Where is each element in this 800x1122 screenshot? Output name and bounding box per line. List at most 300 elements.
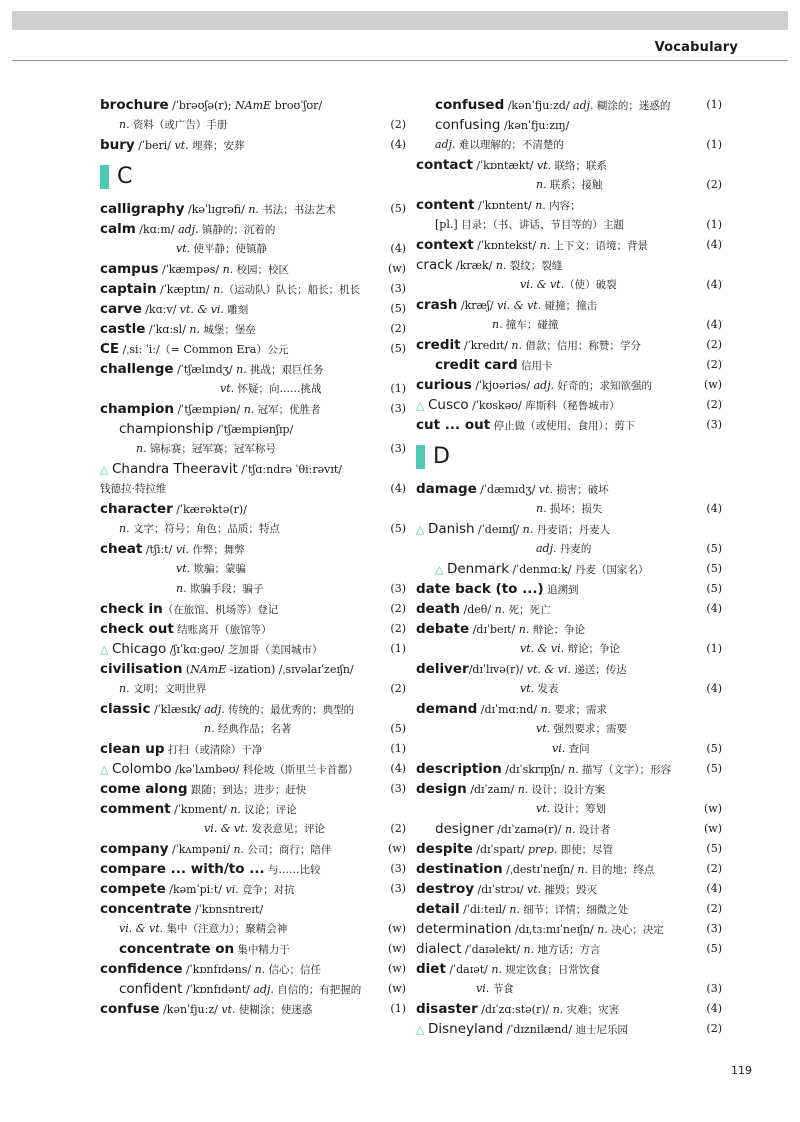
part-of-speech: vi. & vt. <box>497 299 542 312</box>
phonetic: /kræʃ/ <box>457 299 498 312</box>
vocab-entry <box>416 295 722 335</box>
phonetic: /dɪˈzɑːstə(r)/ <box>477 1003 553 1016</box>
headword: compete <box>100 881 166 897</box>
definition: 追溯到 <box>543 584 579 596</box>
phonetic: /kræk/ <box>452 259 496 272</box>
part-of-speech: n. <box>119 522 130 535</box>
entry-line <box>416 335 722 355</box>
headword: despite <box>416 841 473 857</box>
unit-code: (3) <box>390 282 406 295</box>
definition: （使）破裂 <box>564 279 617 291</box>
letter-marker-bar <box>416 445 425 469</box>
unit-code: (3) <box>390 882 406 895</box>
phonetic: /dɪˈlɪvə(r)/ <box>468 663 527 676</box>
part-of-speech: n. <box>189 323 200 336</box>
headword: context <box>416 237 474 253</box>
sub-headword: designer <box>435 821 494 837</box>
definition: 信用卡 <box>517 360 553 372</box>
vocab-entry <box>416 599 722 619</box>
unit-code: (2) <box>706 862 722 875</box>
definition: 公司；商行；陪伴 <box>244 844 332 856</box>
headword: confused <box>435 97 505 113</box>
headword: comment <box>100 801 171 817</box>
phonetic: /ˈkɒnfɪdənt/ <box>182 983 254 996</box>
definition: 借款；信用；称赞；学分 <box>522 340 641 352</box>
definition: 发表意见；评论 <box>248 823 325 835</box>
part-of-speech: vt. & vi. <box>520 642 565 655</box>
definition: 芝加哥（美国城市） <box>227 644 323 656</box>
definition: 难以理解的；不清楚的 <box>455 139 564 151</box>
part-of-speech: vi. <box>225 883 239 896</box>
part-of-speech: vi. & vt. <box>119 922 164 935</box>
page-number: 119 <box>731 1064 752 1077</box>
definition: 设计者 <box>575 824 611 836</box>
sub-headword: Danish <box>427 521 475 537</box>
sub-headword: dialect <box>416 941 462 957</box>
phonetic: /ˈdaɪəlekt/ <box>461 943 524 956</box>
headword: cut ... out <box>416 417 491 433</box>
part-of-speech: n. <box>230 803 241 816</box>
entry-line <box>416 859 722 879</box>
letter-marker-bar <box>100 165 109 189</box>
vocab-entry <box>416 759 722 779</box>
definition: 文明；文明世界 <box>129 683 207 695</box>
definition: 丹麦（国家名） <box>574 564 649 576</box>
unit-code: (1) <box>390 1002 406 1015</box>
unit-code: (3) <box>390 782 406 795</box>
part-of-speech: n. <box>176 582 187 595</box>
unit-code: (w) <box>388 922 406 935</box>
definition: 作弊；舞弊 <box>189 544 245 556</box>
unit-code: (1) <box>390 642 406 655</box>
unit-code: (5) <box>706 762 722 775</box>
entry-line <box>100 479 406 499</box>
part-of-speech: n. <box>535 199 546 212</box>
entry-line <box>416 275 722 295</box>
phonetic: broʊˈʃʊr/ <box>271 99 323 112</box>
unit-code: (3) <box>390 862 406 875</box>
entry-line <box>416 839 722 859</box>
vocab-entry <box>416 519 722 579</box>
entry-line <box>100 459 406 479</box>
unit-code: (4) <box>390 482 406 495</box>
entry-line <box>416 939 722 959</box>
entry-line <box>416 215 722 235</box>
part-of-speech: n. <box>119 682 130 695</box>
part-of-speech: n. <box>522 523 534 536</box>
unit-code: (2) <box>706 178 722 191</box>
vocab-entry <box>416 155 722 195</box>
headword: brochure <box>100 97 169 113</box>
headword: come along <box>100 781 188 797</box>
unit-code: (2) <box>390 602 406 615</box>
entry-line <box>100 399 406 419</box>
part-of-speech: vt. <box>176 242 191 255</box>
vocab-entry <box>416 859 722 879</box>
phonetic: /ˈtʃælɪndʒ/ <box>173 363 237 376</box>
part-of-speech: adj. <box>536 542 557 555</box>
definition: 发表 <box>534 683 559 695</box>
entry-line <box>416 639 722 659</box>
letter-heading-text: C <box>117 164 133 189</box>
part-of-speech: n. <box>222 263 234 276</box>
entry-line <box>100 539 406 559</box>
definition: 结账离开（旅馆等） <box>173 624 272 636</box>
section-title: Vocabulary <box>654 40 738 55</box>
phonetic: /ˈtʃɑːndrə ˈθiːrəvɪt/ <box>237 463 343 476</box>
headword: date back (to ...) <box>416 581 544 597</box>
vocab-entry <box>100 299 406 319</box>
unit-code: (1) <box>706 218 722 231</box>
entry-line <box>100 279 406 299</box>
unit-code: (2) <box>390 118 406 131</box>
headword: description <box>416 761 502 777</box>
part-of-speech: vt. <box>536 722 551 735</box>
vocab-entry <box>100 999 406 1019</box>
entry-line <box>100 199 406 219</box>
proper-noun-marker-icon: △ <box>100 643 112 656</box>
entry-line <box>100 899 406 919</box>
part-of-speech: vi. & vt. <box>520 278 565 291</box>
entry-line <box>100 319 406 339</box>
sub-headword: Disneyland <box>427 1021 504 1037</box>
headword: challenge <box>100 361 174 377</box>
part-of-speech: n. <box>523 943 535 956</box>
vocab-entry <box>416 899 722 919</box>
part-of-speech: adj. <box>533 379 555 392</box>
headword: concentrate <box>100 901 192 917</box>
part-of-speech: vt. <box>176 562 191 575</box>
vocab-entry <box>100 459 406 499</box>
part-of-speech: vt. <box>220 382 235 395</box>
vocab-entry <box>100 639 406 659</box>
entry-line <box>100 599 406 619</box>
letter-heading-text: D <box>433 444 450 469</box>
phonetic: /ˈbrəʊʃə(r); <box>168 99 236 112</box>
entry-line <box>416 355 722 375</box>
headword: confuse <box>100 1001 160 1017</box>
entry-line <box>416 899 722 919</box>
part-of-speech: adj. <box>204 703 225 716</box>
phonetic: /ˈdeɪnɪʃ/ <box>474 523 523 536</box>
entry-line <box>100 639 406 659</box>
definition: （运动队）队长；船长；机长 <box>223 284 361 296</box>
phonetic: /kəmˈpiːt/ <box>165 883 226 896</box>
entry-line <box>416 999 722 1019</box>
part-of-speech: adj. <box>178 223 199 236</box>
part-of-speech: n. <box>119 118 130 131</box>
definition: 摧毁；毁灭 <box>541 884 598 896</box>
unit-code: (4) <box>706 278 722 291</box>
phonetic: /ˈkredɪt/ <box>460 339 512 352</box>
vocab-entry <box>100 279 406 299</box>
sub-headword: championship <box>119 421 214 437</box>
entry-line <box>100 679 406 699</box>
vocab-entry <box>100 259 406 279</box>
definition: 联络；联系 <box>551 160 607 172</box>
phonetic: /ˌdestɪˈneɪʃn/ <box>502 863 578 876</box>
phonetic: /kɑːv/ <box>141 303 180 316</box>
phonetic: /ˈkɒment/ <box>170 803 231 816</box>
headword: character <box>100 501 173 517</box>
entry-line <box>416 295 722 315</box>
definition: 怀疑；向……挑战 <box>234 383 322 395</box>
phonetic: /ˈdaɪət/ <box>445 963 492 976</box>
headword: crash <box>416 297 458 313</box>
entry-line <box>416 479 722 499</box>
definition: 迪士尼乐园 <box>575 1024 629 1036</box>
phonetic: /ˈtʃæmpiən/ <box>173 403 244 416</box>
part-of-speech: n. <box>511 339 522 352</box>
entry-line <box>100 799 406 819</box>
vocab-entry <box>416 255 722 295</box>
definition: 描写（文字）；形容 <box>578 764 672 776</box>
phonetic: /ˈkɒntent/ <box>474 199 536 212</box>
entry-line <box>416 879 722 899</box>
definition: 规定饮食；日常饮食 <box>501 964 600 976</box>
vocab-entry <box>416 699 722 759</box>
definition: 设计；筹划 <box>550 803 606 815</box>
phonetic: /ˈberi/ <box>134 139 175 152</box>
vocab-entry <box>416 479 722 519</box>
unit-code: (5) <box>390 302 406 315</box>
definition: 科伦坡（斯里兰卡首都） <box>242 764 359 776</box>
definition: 城堡；堡垒 <box>200 324 256 336</box>
unit-code: (3) <box>706 418 722 431</box>
unit-code: (5) <box>706 542 722 555</box>
phonetic: /ˈkærəktə(r)/ <box>172 503 247 516</box>
vocab-entry <box>100 959 406 999</box>
part-of-speech: n. <box>248 203 259 216</box>
vocab-entry <box>100 839 406 859</box>
unit-code: (3) <box>390 402 406 415</box>
entry-line <box>100 239 406 259</box>
unit-code: (w) <box>388 262 406 275</box>
unit-code: (5) <box>706 942 722 955</box>
entry-line <box>416 619 722 639</box>
phonetic: /ˈkɒnsntreɪt/ <box>191 903 264 916</box>
part-of-speech: vt. & vi. <box>526 663 571 676</box>
unit-code: (5) <box>390 342 406 355</box>
headword: check out <box>100 621 174 637</box>
headword: contact <box>416 157 473 173</box>
entry-line <box>100 859 406 879</box>
phonetic: /ˈkɒntekst/ <box>473 239 540 252</box>
entry-line <box>100 439 406 459</box>
vocab-entry <box>100 339 406 359</box>
unit-code: (w) <box>704 822 722 835</box>
unit-code: (w) <box>704 802 722 815</box>
definition: 信心；信任 <box>265 964 322 976</box>
headword: destroy <box>416 881 475 897</box>
definition: 裂纹；裂缝 <box>506 260 563 272</box>
entry-line <box>416 519 722 539</box>
part-of-speech: n. <box>577 863 588 876</box>
part-of-speech: n. <box>491 963 502 976</box>
phonetic: /ʃɪˈkɑːɡəʊ/ <box>166 643 228 656</box>
headword: carve <box>100 301 142 317</box>
definition: 查问 <box>565 743 590 755</box>
phonetic: /kənˈfjuːzɪŋ/ <box>500 119 570 132</box>
vocabulary-column-right <box>416 95 722 1039</box>
definition: 损害；破坏 <box>552 484 609 496</box>
definition: 传统的；最优秀的；典型的 <box>224 704 355 716</box>
entry-line <box>416 315 722 335</box>
vocab-entry <box>100 759 406 779</box>
definition: 丹麦的 <box>556 543 592 555</box>
unit-code: (2) <box>706 1022 722 1035</box>
entry-line <box>100 659 406 679</box>
definition: 钱德拉·特拉维 <box>100 483 167 495</box>
definition: 递送；传达 <box>570 664 627 676</box>
part-of-speech: NAmE <box>235 99 272 112</box>
definition: 丹麦语；丹麦人 <box>533 524 611 536</box>
proper-noun-marker-icon: △ <box>100 763 112 776</box>
vocab-entry <box>100 799 406 839</box>
definition: 挑战；艰巨任务 <box>246 364 324 376</box>
definition: 设计；设计方案 <box>528 784 606 796</box>
proper-noun-marker-icon: △ <box>416 399 428 412</box>
part-of-speech: n. <box>552 1003 564 1016</box>
part-of-speech: n. <box>509 903 520 916</box>
phonetic: /ˈdæmɪdʒ/ <box>476 483 539 496</box>
entry-line <box>416 979 722 999</box>
entry-line <box>100 559 406 579</box>
definition: 好奇的；求知欲强的 <box>554 380 652 392</box>
entry-line <box>100 339 406 359</box>
unit-code: (4) <box>706 318 722 331</box>
entry-line <box>416 375 722 395</box>
phonetic: /dɪˈskrɪpʃn/ <box>501 763 568 776</box>
headword: curious <box>416 377 472 393</box>
part-of-speech: vt. <box>538 483 553 496</box>
phonetic: /ˈdenmɑːk/ <box>509 563 575 576</box>
definition: 资料（或广告）手册 <box>129 119 228 131</box>
definition: 撞车；碰撞 <box>502 319 559 331</box>
definition: 糊涂的；迷惑的 <box>593 100 671 112</box>
part-of-speech: n. <box>564 823 576 836</box>
part-of-speech: n. <box>213 283 224 296</box>
letter-heading <box>100 163 406 193</box>
definition: 书法；书法艺术 <box>258 204 336 216</box>
phonetic: /ˈkæptɪn/ <box>156 283 214 296</box>
part-of-speech: n. <box>233 843 245 856</box>
definition: 与……比较 <box>264 864 321 876</box>
headword: calm <box>100 221 136 237</box>
definition: 欺骗手段；骗子 <box>186 583 264 595</box>
unit-code: (w) <box>388 942 406 955</box>
definition: 停止做（或使用、食用）；剪下 <box>490 420 636 432</box>
entry-line <box>100 95 406 115</box>
definition: 校园；校区 <box>233 264 289 276</box>
part-of-speech: vt. <box>174 139 189 152</box>
part-of-speech: n. <box>254 963 266 976</box>
part-of-speech: prep. <box>527 843 558 856</box>
entry-line <box>416 919 722 939</box>
definition: 使平静；使镇静 <box>190 243 267 255</box>
entry-line <box>416 195 722 215</box>
unit-code: (1) <box>390 382 406 395</box>
unit-code: (4) <box>390 762 406 775</box>
sub-headword: Colombo <box>111 761 172 777</box>
vocab-entry <box>100 659 406 699</box>
definition: 上下文；语境；背景 <box>550 240 648 252</box>
vocabulary-column-left <box>100 95 406 1019</box>
headword: concentrate on <box>119 941 235 957</box>
headword: calligraphy <box>100 201 185 217</box>
definition: 埋葬；安葬 <box>188 140 245 152</box>
entry-line <box>100 839 406 859</box>
part-of-speech: n. <box>204 722 215 735</box>
definition: 死；死亡 <box>505 604 551 616</box>
entry-line <box>100 299 406 319</box>
definition: 锦标赛；冠军赛；冠军称号 <box>146 443 276 455</box>
entry-line <box>416 539 722 559</box>
headword: campus <box>100 261 159 277</box>
phonetic: /kənˈfjuːz/ <box>159 1003 222 1016</box>
vocab-entry <box>100 135 406 155</box>
part-of-speech: n. <box>243 403 255 416</box>
phonetic: /ˈkʊskəʊ/ <box>468 399 526 412</box>
part-of-speech: adj. <box>573 99 594 112</box>
unit-code: (4) <box>706 1002 722 1015</box>
sub-headword: Chicago <box>111 641 167 657</box>
part-of-speech: vi. & vt. <box>204 822 249 835</box>
definition: 内容； <box>545 200 581 212</box>
definition: 集中精力于 <box>234 944 290 956</box>
entry-line <box>416 155 722 175</box>
phonetic: /kəˈlʌmbəʊ/ <box>171 763 243 776</box>
entry-line <box>100 379 406 399</box>
entry-line <box>416 679 722 699</box>
part-of-speech: n. <box>536 502 547 515</box>
unit-code: (2) <box>706 398 722 411</box>
vocab-entry <box>100 859 406 879</box>
entry-line <box>100 959 406 979</box>
vocab-entry <box>416 335 722 375</box>
phonetic: /ˈdɪznilænd/ <box>503 1023 576 1036</box>
entry-line <box>100 819 406 839</box>
vocab-entry <box>100 319 406 339</box>
definition: 库斯科（秘鲁城市） <box>525 400 620 412</box>
definition: 使糊涂；使迷惑 <box>235 1004 313 1016</box>
headword: credit <box>416 337 461 353</box>
phonetic: /kənˈfjuːzd/ <box>504 99 574 112</box>
entry-line <box>100 739 406 759</box>
unit-code: (3) <box>706 982 722 995</box>
proper-noun-marker-icon: △ <box>416 1023 428 1036</box>
vocab-entry <box>100 599 406 619</box>
vocab-entry <box>416 659 722 699</box>
vocab-entry <box>416 1019 722 1039</box>
phonetic: /dɪˈstrɔɪ/ <box>474 883 528 896</box>
sub-headword: Denmark <box>446 561 510 577</box>
part-of-speech: n. <box>494 603 506 616</box>
vocab-entry <box>416 879 722 899</box>
entry-line <box>100 359 406 379</box>
definition: 文字；符号；角色；品质；特点 <box>129 523 280 535</box>
definition: 决心；决定 <box>607 924 664 936</box>
vocab-entry <box>100 199 406 219</box>
headword: detail <box>416 901 460 917</box>
headword: damage <box>416 481 477 497</box>
phonetic: /dɪˌtɜːmɪˈneɪʃn/ <box>511 923 598 936</box>
headword: design <box>416 781 467 797</box>
entry-line <box>100 219 406 239</box>
definition: 自信的；有把握的 <box>273 984 362 996</box>
headword: credit card <box>435 357 518 373</box>
phonetic: /deθ/ <box>460 603 495 616</box>
